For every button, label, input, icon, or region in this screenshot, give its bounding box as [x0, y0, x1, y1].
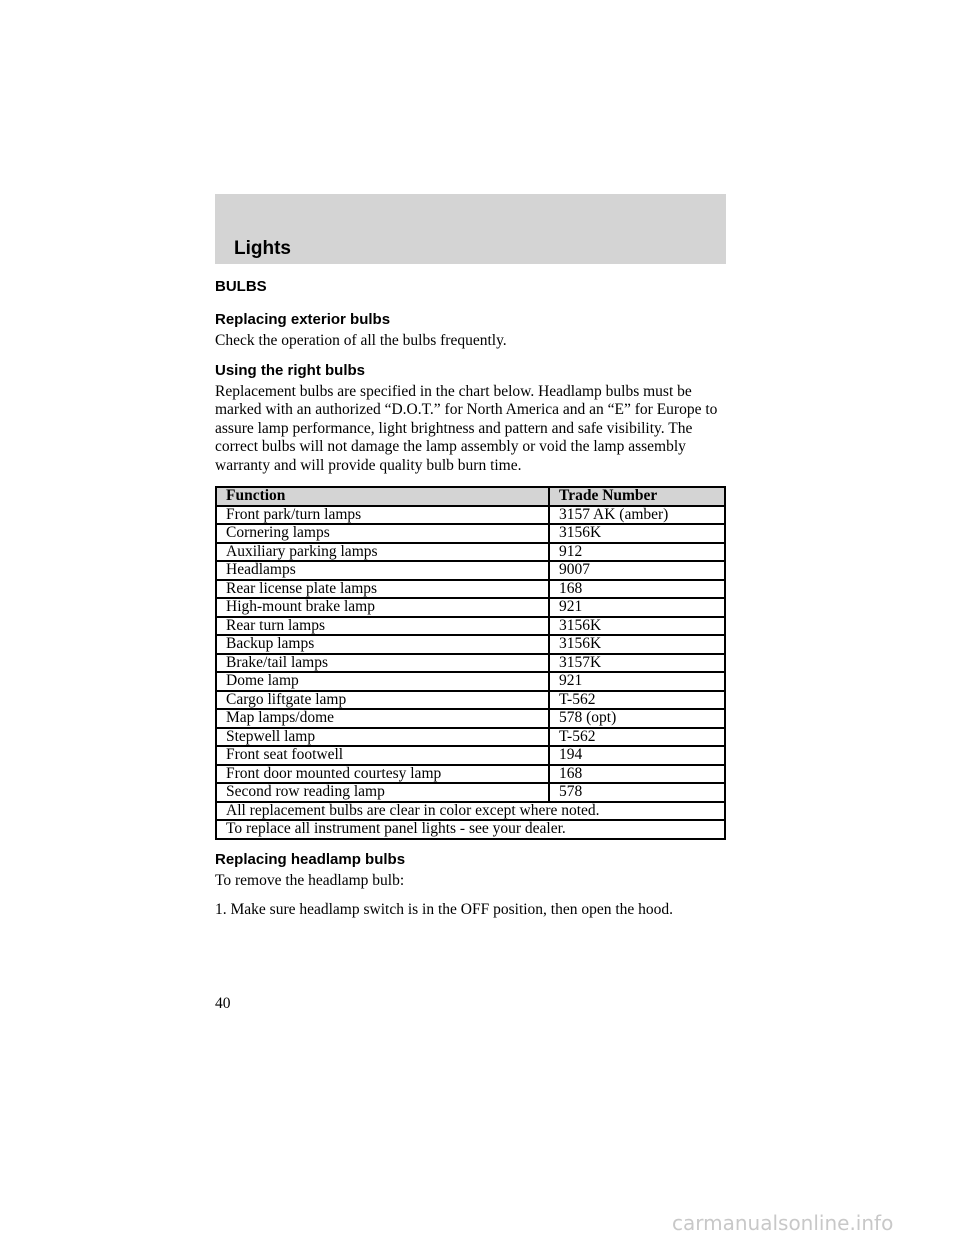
table-row	[216, 746, 725, 765]
trade-number-cell: 578	[549, 783, 725, 802]
table-note-row	[216, 802, 725, 821]
table-row	[216, 783, 725, 802]
function-cell: Headlamps	[216, 561, 549, 580]
table-row	[216, 543, 725, 562]
column-header-function: Function	[216, 487, 549, 506]
function-cell: Auxiliary parking lamps	[216, 543, 549, 562]
table-row	[216, 728, 725, 747]
function-cell: Rear license plate lamps	[216, 580, 549, 599]
using-right-bulbs-text: Replacement bulbs are specified in the chart below. Headlamp bulbs must be marked with an authorized “D.O.T.” for North America and an “E” for Europe to assure lamp performance, light brightness and pattern and safe visibility. The correct bulbs will not damage the lamp assembly or void the lamp assembly warranty and will provide quality bulb burn time.	[215, 382, 718, 474]
section-title: Lights	[234, 238, 291, 259]
table-row	[216, 524, 725, 543]
replacing-headlamp-intro: To remove the headlamp bulb:	[215, 871, 405, 889]
function-cell: Backup lamps	[216, 635, 549, 654]
table-note-clear-color: All replacement bulbs are clear in color except where noted.	[216, 802, 725, 821]
table-header-row	[216, 487, 725, 506]
function-cell: Dome lamp	[216, 672, 549, 691]
column-header-trade-number: Trade Number	[549, 487, 725, 506]
replacing-exterior-text: Check the operation of all the bulbs frequently.	[215, 332, 507, 349]
table-row	[216, 691, 725, 710]
table-row	[216, 506, 725, 525]
trade-number-cell: 194	[549, 746, 725, 765]
trade-number-cell: 168	[549, 580, 725, 599]
bulb-table	[215, 486, 726, 840]
trade-number-cell: 168	[549, 765, 725, 784]
page-number: 40	[215, 995, 231, 1012]
trade-number-cell: 578 (opt)	[549, 709, 725, 728]
function-cell: Front park/turn lamps	[216, 506, 549, 525]
trade-number-cell: 921	[549, 672, 725, 691]
table-row	[216, 654, 725, 673]
table-note-row	[216, 820, 725, 839]
replacing-exterior-heading: Replacing exterior bulbs	[215, 311, 391, 328]
table-row	[216, 635, 725, 654]
replacing-headlamp-heading: Replacing headlamp bulbs	[215, 850, 406, 868]
table-row	[216, 617, 725, 636]
function-cell: Map lamps/dome	[216, 709, 549, 728]
trade-number-cell: 3156K	[549, 635, 725, 654]
function-cell: Rear turn lamps	[216, 617, 549, 636]
watermark: carmanualsonline.info	[672, 1211, 894, 1235]
table-row	[216, 765, 725, 784]
function-cell: Front door mounted courtesy lamp	[216, 765, 549, 784]
trade-number-cell: 3156K	[549, 524, 725, 543]
bulbs-heading: BULBS	[215, 278, 267, 295]
trade-number-cell: 3157K	[549, 654, 725, 673]
trade-number-cell: 921	[549, 598, 725, 617]
trade-number-cell: 3156K	[549, 617, 725, 636]
table-row	[216, 580, 725, 599]
section-header-band	[215, 194, 726, 264]
function-cell: Stepwell lamp	[216, 728, 549, 747]
trade-number-cell: 3157 AK (amber)	[549, 506, 725, 525]
trade-number-cell: 912	[549, 543, 725, 562]
table-row	[216, 672, 725, 691]
table-row	[216, 561, 725, 580]
page-content	[215, 278, 726, 931]
function-cell: Cargo liftgate lamp	[216, 691, 549, 710]
replacing-headlamp-step-1: 1. Make sure headlamp switch is in the OFF position, then open the hood.	[215, 901, 674, 918]
function-cell: High-mount brake lamp	[216, 598, 549, 617]
table-row	[216, 709, 725, 728]
function-cell: Second row reading lamp	[216, 783, 549, 802]
function-cell: Cornering lamps	[216, 524, 549, 543]
trade-number-cell: T-562	[549, 728, 725, 747]
table-row	[216, 598, 725, 617]
using-right-bulbs-heading: Using the right bulbs	[215, 361, 365, 379]
trade-number-cell: 9007	[549, 561, 725, 580]
function-cell: Brake/tail lamps	[216, 654, 549, 673]
function-cell: Front seat footwell	[216, 746, 549, 765]
table-note-instrument-panel: To replace all instrument panel lights - see your dealer.	[216, 820, 725, 839]
trade-number-cell: T-562	[549, 691, 725, 710]
